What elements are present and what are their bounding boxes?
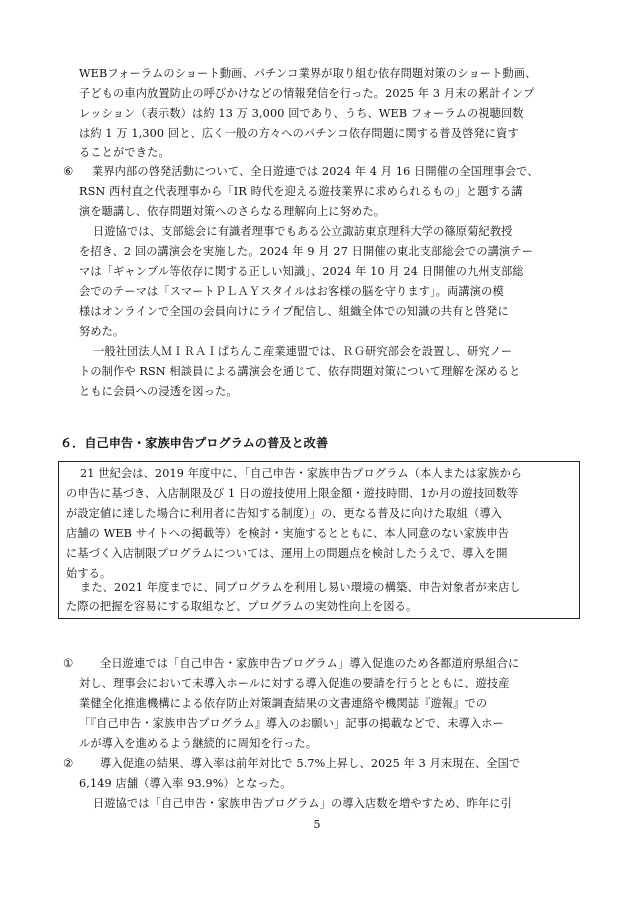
box-text-line: 始する。 xyxy=(66,567,112,580)
text-line: トの制作や RSN 相談員による講演会を通じて、依存問題対策について理解を深めると xyxy=(79,365,521,378)
text-line: 「『自己申告・家族申告プログラム』導入のお願い」記事の掲載などで、未導入ホー xyxy=(79,717,504,730)
box-text-line: に基づく入店制限プログラムについては、運用上の問題点を検討したうえで、導入を開 xyxy=(66,547,508,560)
text-line: ともに会員への浸透を図った。 xyxy=(79,385,238,398)
text-line: 日遊協では「自己申告・家族申告プログラム」の導入店数を増やすため、昨年に引 xyxy=(93,797,512,810)
text-line: レッション（表示数）は約 13 万 3,000 回であり、うち、WEB フォーラムの視聴回数 xyxy=(79,107,524,120)
box-text-line: 店舗の WEB サイトへの掲載等）を検討・実施するとともに、本人同意のない家族申告 xyxy=(66,527,510,540)
text-line: 導入促進の結果、導入率は前年対比で 5.7%上昇し、2025 年 3 月末現在、全国で xyxy=(100,757,521,770)
item-marker-6: ⑥ xyxy=(63,164,74,178)
text-line: 演を聴講し、依存問題対策へのさらなる理解向上に努めた。 xyxy=(79,205,386,218)
text-line: 全日遊連では「自己申告・家族申告プログラム」導入促進のため各都道府県組合に xyxy=(100,657,520,670)
box-text-line: が設定値に達した場合に利用者に告知する制度）」の、更なる普及に向けた取組（導入 xyxy=(66,507,503,520)
text-line: 様はオンラインで全国の会員向けにライブ配信し、組織全体での知識の共有と啓発に xyxy=(79,305,509,318)
box-text-line: また、2021 年度までに、同プログラムを利用し易い環境の構築、申告対象者が来店し xyxy=(80,581,521,594)
text-line: 一般社団法人ＭＩＲＡＩぱちんこ産業連盟では、ＲＧ研究部会を設置し、研究ノー xyxy=(93,345,513,358)
text-line: 努めた。 xyxy=(79,325,125,338)
text-line: 子どもの車内放置防止の呼びかけなどの情報発信を行った。2025 年 3 月末の累計インプ xyxy=(79,87,535,100)
box-text-line: の申告に基づき、入店制限及び 1 日の遊技使用上限金額・遊技時間、1か月の遊技回数等 xyxy=(66,487,519,500)
text-line: 業界内部の啓発活動について、全日遊連では 2024 年 4 月 16 日開催の全国理事会で、 xyxy=(92,165,539,178)
text-line: ルが導入を進めるよう継続的に周知を行った。 xyxy=(79,737,318,750)
section-heading: ６．自己申告・家族申告プログラムの普及と改善 xyxy=(60,436,329,450)
text-line: 対し、理事会において未導入ホールに対する導入促進の要請を行うとともに、遊技産 xyxy=(79,677,510,690)
text-line: を招き、2 回の講演会を実施した。2024 年 9 月 27 日開催の東北支部総会での講演テー xyxy=(79,245,534,258)
text-line: RSN 西村直之代表理事から「IR 時代を迎える遊技業界に求められるもの」と題する講 xyxy=(79,185,523,198)
item-marker-1: ① xyxy=(63,656,74,670)
text-line: ることができた。 xyxy=(79,146,170,159)
page-number: 5 xyxy=(313,818,321,831)
box-text-line: た際の把握を容易にする取組など、プログラムの実効性向上を図る。 xyxy=(66,600,418,613)
text-line: 日遊協では、支部総会に有識者理事でもある公立諏訪東京理科大学の篠原菊紀教授 xyxy=(93,225,513,238)
item-marker-2: ② xyxy=(63,756,74,770)
box-text-line: 21 世紀会は、2019 年度中に、「自己申告・家族申告プログラム（本人または家族から xyxy=(80,467,523,480)
text-line: 業健全化推進機構による依存防止対策調査結果の文書連絡や機関誌『遊報』での xyxy=(79,697,488,710)
text-line: WEBフォーラムのショート動画、パチンコ業界が取り組む依存問題対策のショート動画、 xyxy=(79,67,537,80)
text-line: 6,149 店舗（導入率 93.9%）となった。 xyxy=(79,777,292,790)
text-line: 会でのテーマは「スマートＰＬＡＹスタイルはお客様の脳を守ります」。両講演の模 xyxy=(79,285,504,298)
text-line: は約 1 万 1,300 回と、広く一般の方々へのパチンコ依存問題に関する普及啓発に資す xyxy=(79,127,519,140)
text-line: マは「ギャンブル等依存に関する正しい知識」、2024 年 10 月 24 日開催の九州支部総 xyxy=(79,265,524,278)
